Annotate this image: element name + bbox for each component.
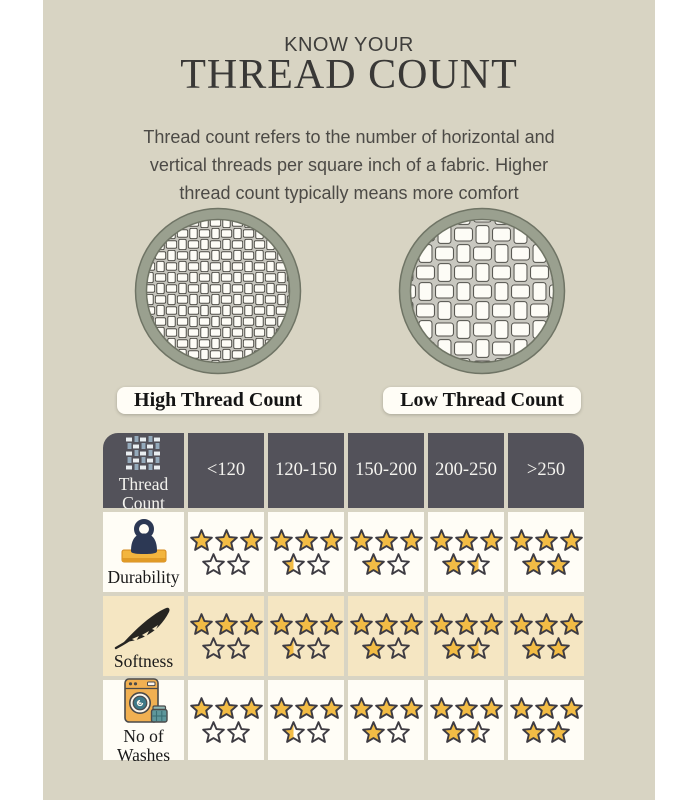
star-full xyxy=(546,720,571,744)
rating-no-of-washes-120 xyxy=(188,680,264,760)
rating-durability-150-200 xyxy=(348,512,424,592)
rating-durability-120-150 xyxy=(268,512,344,592)
star-full xyxy=(509,612,534,636)
weave-icon xyxy=(123,434,164,473)
star-full xyxy=(319,612,344,636)
star-empty xyxy=(201,720,226,744)
star-full xyxy=(429,528,454,552)
star-full xyxy=(349,696,374,720)
rating-no-of-washes-120-150 xyxy=(268,680,344,760)
page-title: THREAD COUNT xyxy=(180,52,518,98)
star-half xyxy=(281,720,306,744)
star-rating xyxy=(509,612,584,660)
star-full xyxy=(239,612,264,636)
star-full xyxy=(546,636,571,660)
star-full xyxy=(521,636,546,660)
thread-count-header-cell xyxy=(103,433,184,513)
column-header-250: >250 xyxy=(508,433,584,508)
star-full xyxy=(534,528,559,552)
star-full xyxy=(374,528,399,552)
star-full xyxy=(559,612,584,636)
rating-no-of-washes-250 xyxy=(508,680,584,760)
row-label-durability xyxy=(103,512,184,592)
star-rating xyxy=(429,696,504,744)
rating-softness-120 xyxy=(188,596,264,676)
high-thread-count-sample xyxy=(117,206,319,414)
row-label-softness xyxy=(103,596,184,676)
star-empty xyxy=(306,636,331,660)
star-full xyxy=(441,636,466,660)
star-full xyxy=(214,528,239,552)
star-full xyxy=(399,696,424,720)
rating-no-of-washes-200-250 xyxy=(428,680,504,760)
star-half xyxy=(466,636,491,660)
star-full xyxy=(454,696,479,720)
rating-softness-120-150 xyxy=(268,596,344,676)
star-full xyxy=(429,696,454,720)
star-full xyxy=(441,552,466,576)
thread-count-header-label: Thread Count xyxy=(118,474,169,513)
star-empty xyxy=(306,552,331,576)
star-empty xyxy=(226,636,251,660)
star-full xyxy=(374,612,399,636)
row-label-no-of-washes xyxy=(103,680,184,765)
star-full xyxy=(479,528,504,552)
star-full xyxy=(454,612,479,636)
star-full xyxy=(479,696,504,720)
star-empty xyxy=(201,552,226,576)
star-rating xyxy=(429,612,504,660)
star-full xyxy=(319,528,344,552)
star-full xyxy=(399,528,424,552)
star-half xyxy=(466,720,491,744)
star-full xyxy=(214,696,239,720)
description-text: Thread count refers to the number of horizontal and vertical threads per square inch of a fabric. Higher thread count typically means more comfort xyxy=(143,127,555,203)
star-full xyxy=(534,612,559,636)
rating-softness-250 xyxy=(508,596,584,676)
low-thread-count-label: Low Thread Count xyxy=(383,387,581,414)
star-full xyxy=(189,696,214,720)
star-empty xyxy=(226,552,251,576)
star-half xyxy=(281,552,306,576)
kettlebell-icon xyxy=(117,517,171,567)
star-full xyxy=(294,696,319,720)
star-full xyxy=(189,528,214,552)
column-header-120: <120 xyxy=(188,433,264,508)
star-rating xyxy=(509,696,584,744)
weave-samples xyxy=(43,206,655,414)
star-full xyxy=(559,696,584,720)
rating-softness-150-200 xyxy=(348,596,424,676)
dense-weave-swatch xyxy=(133,206,303,376)
star-rating xyxy=(349,528,424,576)
star-empty xyxy=(226,720,251,744)
star-full xyxy=(361,636,386,660)
star-full xyxy=(521,720,546,744)
star-empty xyxy=(386,552,411,576)
rating-no-of-washes-150-200 xyxy=(348,680,424,760)
star-empty xyxy=(201,636,226,660)
column-header-120-150: 120-150 xyxy=(268,433,344,508)
star-full xyxy=(269,696,294,720)
rating-table xyxy=(103,433,584,765)
star-full xyxy=(294,612,319,636)
column-header-200-250: 200-250 xyxy=(428,433,504,508)
star-rating xyxy=(429,528,504,576)
star-full xyxy=(374,696,399,720)
star-empty xyxy=(306,720,331,744)
row-label-text: No of Washes xyxy=(116,726,171,765)
column-header-150-200: 150-200 xyxy=(348,433,424,508)
star-full xyxy=(214,612,239,636)
star-half xyxy=(466,552,491,576)
loose-weave-swatch xyxy=(397,206,567,376)
star-full xyxy=(189,612,214,636)
star-full xyxy=(441,720,466,744)
star-full xyxy=(269,528,294,552)
star-full xyxy=(509,696,534,720)
star-rating xyxy=(349,696,424,744)
star-full xyxy=(534,696,559,720)
star-full xyxy=(361,720,386,744)
star-full xyxy=(454,528,479,552)
high-thread-count-label: High Thread Count xyxy=(117,387,319,414)
infographic-panel xyxy=(43,0,655,800)
star-full xyxy=(349,528,374,552)
star-rating xyxy=(269,528,344,576)
star-full xyxy=(319,696,344,720)
star-full xyxy=(479,612,504,636)
star-full xyxy=(269,612,294,636)
star-full xyxy=(239,696,264,720)
star-full xyxy=(429,612,454,636)
star-full xyxy=(509,528,534,552)
star-full xyxy=(349,612,374,636)
star-full xyxy=(399,612,424,636)
star-full xyxy=(294,528,319,552)
rating-softness-200-250 xyxy=(428,596,504,676)
star-full xyxy=(361,552,386,576)
star-full xyxy=(559,528,584,552)
star-rating xyxy=(189,528,264,576)
row-label-text: Softness xyxy=(113,651,174,672)
star-rating xyxy=(189,696,264,744)
star-full xyxy=(239,528,264,552)
star-rating xyxy=(189,612,264,660)
rating-durability-200-250 xyxy=(428,512,504,592)
star-full xyxy=(546,552,571,576)
low-thread-count-sample xyxy=(383,206,581,414)
star-rating xyxy=(349,612,424,660)
kicker-text: KNOW YOUR xyxy=(284,34,414,56)
row-label-text: Durability xyxy=(107,567,180,588)
star-rating xyxy=(509,528,584,576)
star-half xyxy=(281,636,306,660)
star-empty xyxy=(386,720,411,744)
star-rating xyxy=(269,696,344,744)
star-empty xyxy=(386,636,411,660)
washing-machine-icon xyxy=(116,676,172,726)
feather-icon xyxy=(113,601,175,651)
rating-durability-120 xyxy=(188,512,264,592)
rating-durability-250 xyxy=(508,512,584,592)
star-full xyxy=(521,552,546,576)
star-rating xyxy=(269,612,344,660)
